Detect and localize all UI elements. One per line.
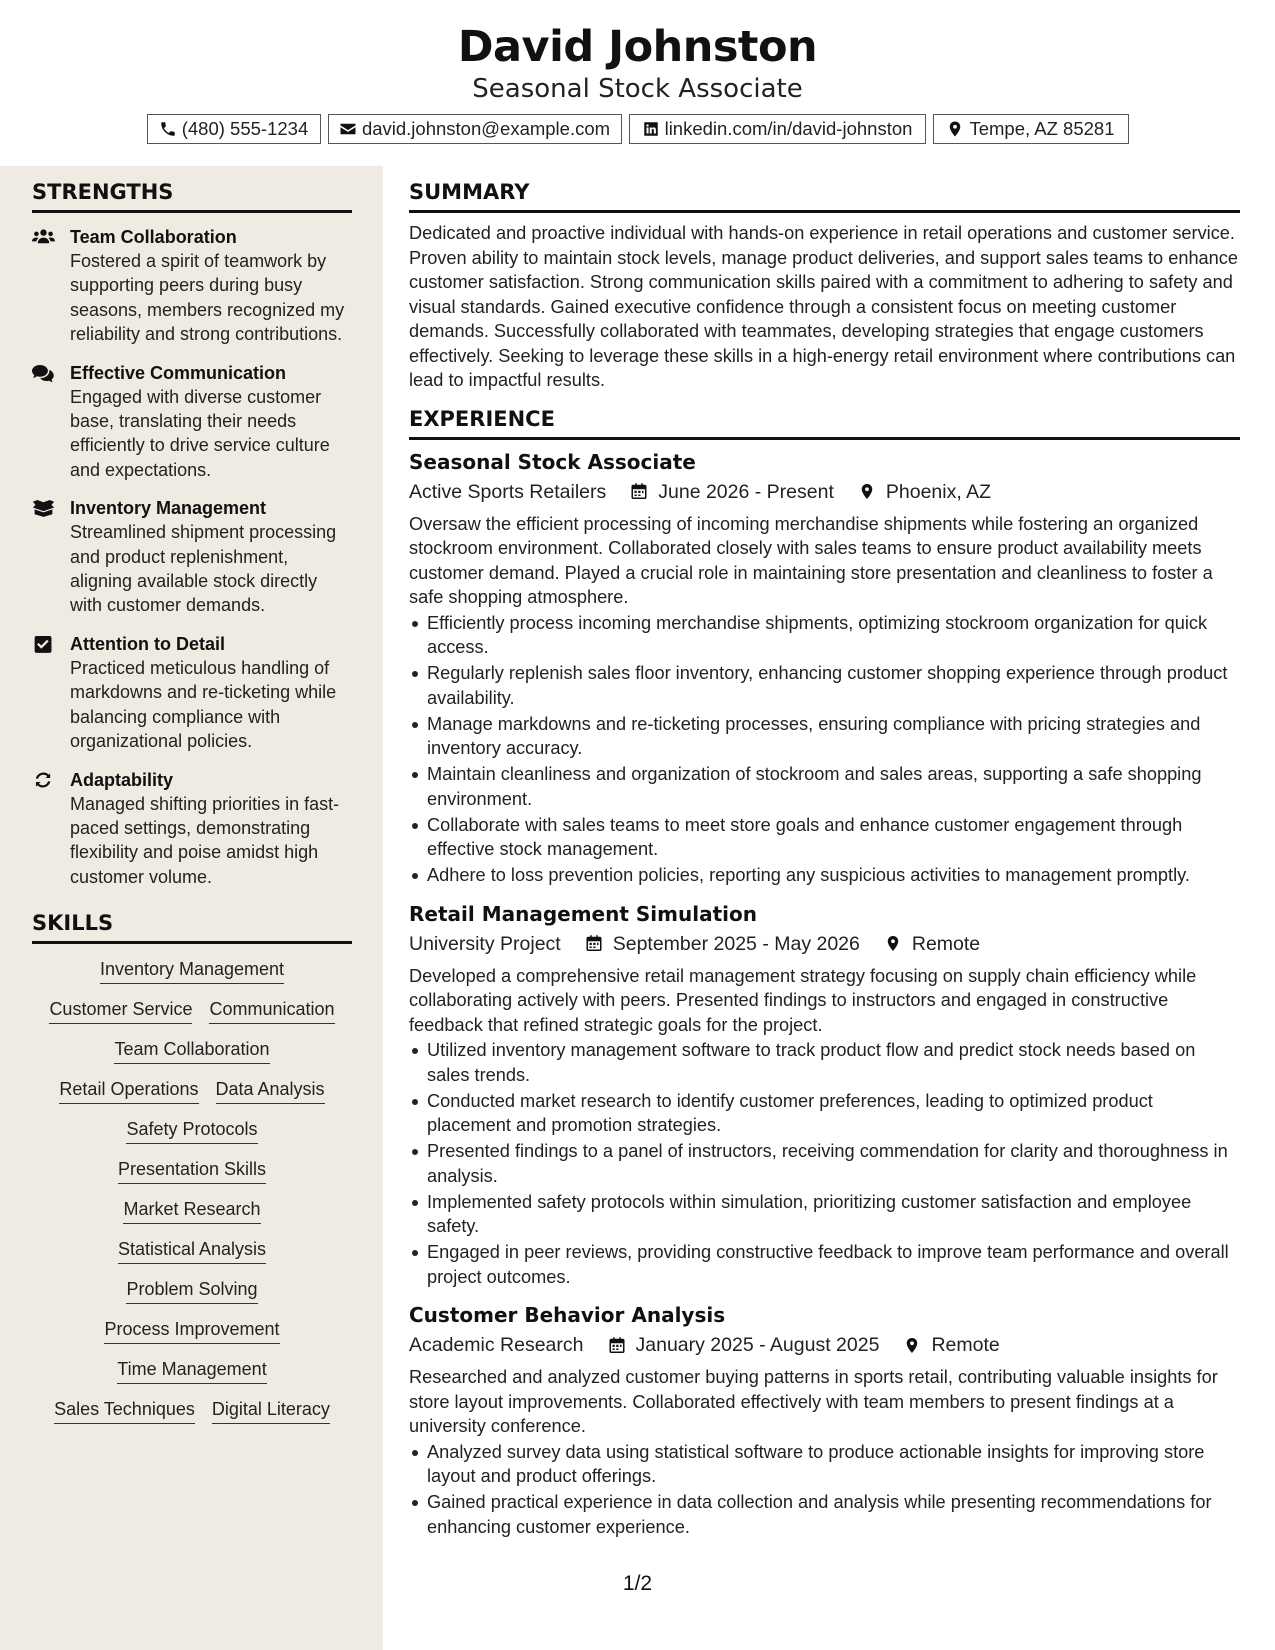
strength-title: Inventory Management (70, 498, 267, 519)
skill-tag: Process Improvement (104, 1318, 279, 1344)
strength-item (32, 768, 352, 890)
summary-heading: SUMMARY (409, 180, 1240, 213)
strength-item (32, 496, 352, 618)
linkedin-text: linkedin.com/in/david-johnston (664, 118, 913, 139)
experience-entry (409, 449, 1240, 888)
map-marker-icon (946, 120, 964, 138)
bullet-item: Utilized inventory management software to track product flow and predict stock needs based on sales trends. (409, 1038, 1240, 1087)
page-number: 1/2 (622, 1572, 653, 1595)
check-square-icon (32, 634, 55, 654)
bullet-item: Collaborate with sales teams to meet store goals and enhance customer engagement through effective stock management. (409, 813, 1240, 862)
sync-icon (32, 770, 55, 790)
strengths-heading: STRENGTHS (32, 180, 352, 213)
strength-title: Team Collaboration (70, 227, 237, 247)
skills-list (32, 958, 352, 1424)
skill-tag: Presentation Skills (118, 1158, 266, 1184)
job-organization: Active Sports Retailers (409, 480, 607, 503)
location-text: Tempe, AZ 85281 (969, 118, 1115, 139)
strength-description: Engaged with diverse customer base, translating their needs efficiently to drive service culture and expectations. (70, 386, 330, 480)
skill-tag: Statistical Analysis (118, 1238, 266, 1264)
left-column (32, 180, 352, 1424)
phone-icon (159, 120, 177, 138)
summary-text: Dedicated and proactive individual with hands-on experience in retail operations and customer service. Proven ability to maintain stock levels, manage product deliveries, and support sales teams to enhance customer satisfaction. Strong communication skills paired with a commitment to adhering to safety and visual standards. Gained executive confidence through a consistent focus on meeting customer demands. Successfully collaborated with teammates, developing strategies that engage customers effectively. Seeking to leverage these skills in a high-energy retail environment where contributions can lead to impactful results. (409, 223, 1238, 390)
skills-heading: SKILLS (32, 911, 352, 944)
job-bullets (409, 611, 1240, 888)
bullet-item: Analyzed survey data using statistical software to produce actionable insights for improving store layout and product offerings. (409, 1440, 1240, 1489)
calendar-icon (630, 482, 648, 501)
strength-description: Streamlined shipment processing and product replenishment, aligning available stock directly with customer demands. (70, 522, 337, 616)
candidate-name: David Johnston (457, 22, 818, 72)
map-marker-icon (858, 482, 876, 501)
bullet-item: Engaged in peer reviews, providing constructive feedback to improve team performance and overall project outcomes. (409, 1240, 1240, 1289)
calendar-icon (608, 1336, 626, 1355)
experience-entry (409, 901, 1240, 1290)
job-dates: September 2025 - May 2026 (612, 932, 860, 955)
contact-location[interactable] (933, 114, 1129, 144)
job-location: Phoenix, AZ (885, 480, 992, 503)
skill-tag: Sales Techniques (54, 1398, 195, 1424)
map-marker-icon (903, 1336, 921, 1355)
phone-text: (480) 555-1234 (181, 118, 309, 139)
contact-phone[interactable] (147, 114, 321, 144)
skill-tag: Problem Solving (126, 1278, 257, 1304)
strength-description: Fostered a spirit of teamwork by supporting peers during busy seasons, members recognized my reliability and strong contributions. (70, 251, 345, 345)
bullet-item: Adhere to loss prevention policies, reporting any suspicious activities to management promptly. (409, 863, 1240, 888)
experience-entry (409, 1302, 1240, 1539)
users-icon (32, 227, 55, 247)
job-description: Developed a comprehensive retail management strategy focusing on supply chain efficiency while collaborating actively with peers. Presented findings to instructors and engaged in constructive feedback that refined strategic goals for the project. (409, 965, 1197, 1035)
job-organization: University Project (409, 932, 561, 955)
job-description: Researched and analyzed customer buying patterns in sports retail, contributing valuable insights for store layout improvements. Collaborated effectively with team members to present findings at a university conference. (409, 1367, 1218, 1436)
bullet-item: Presented findings to a panel of instructors, receiving commendation for clarity and thoroughness in analysis. (409, 1139, 1240, 1188)
job-dates: June 2026 - Present (658, 480, 834, 503)
skill-tag: Inventory Management (100, 958, 284, 984)
strength-item (32, 225, 352, 347)
skill-tag: Market Research (123, 1198, 260, 1224)
strength-item (32, 632, 352, 754)
skill-tag: Data Analysis (216, 1078, 325, 1104)
bullet-item: Regularly replenish sales floor inventory, enhancing customer shopping experience through product availability. (409, 661, 1240, 710)
job-bullets (409, 1440, 1240, 1540)
bullet-item: Manage markdowns and re-ticketing processes, ensuring compliance with pricing strategies and inventory accuracy. (409, 712, 1240, 761)
email-text: david.johnston@example.com (361, 118, 611, 139)
contact-email[interactable] (328, 114, 622, 144)
boxes-icon (32, 498, 55, 518)
skill-tag: Digital Literacy (212, 1398, 330, 1424)
job-dates: January 2025 - August 2025 (635, 1334, 880, 1356)
right-column (409, 180, 1240, 1541)
skill-tag: Team Collaboration (114, 1038, 269, 1064)
envelope-icon (339, 120, 357, 138)
contact-linkedin[interactable] (629, 114, 926, 144)
bullet-item: Efficiently process incoming merchandise shipments, optimizing stockroom organization for quick access. (409, 611, 1240, 660)
job-title: Retail Management Simulation (409, 901, 757, 926)
linkedin-icon (642, 120, 660, 138)
skill-tag: Time Management (117, 1358, 266, 1384)
bullet-item: Implemented safety protocols within simulation, prioritizing customer satisfaction and employee safety. (409, 1190, 1240, 1239)
comments-icon (32, 363, 55, 383)
job-organization: Academic Research (409, 1334, 584, 1356)
strength-title: Adaptability (70, 769, 174, 790)
bullet-item: Conducted market research to identify customer preferences, leading to optimized product placement and promotion strategies. (409, 1089, 1240, 1138)
strength-title: Attention to Detail (70, 633, 225, 654)
strength-item (32, 361, 352, 483)
bullet-item: Maintain cleanliness and organization of stockroom and sales areas, supporting a safe shopping environment. (409, 762, 1240, 811)
experience-heading: EXPERIENCE (409, 407, 1240, 440)
strength-description: Practiced meticulous handling of markdowns and re-ticketing while balancing compliance with organizational policies. (70, 657, 337, 752)
job-location: Remote (931, 1334, 1000, 1356)
candidate-title: Seasonal Stock Associate (472, 74, 803, 104)
job-bullets (409, 1038, 1240, 1289)
strength-description: Managed shifting priorities in fast-paced settings, demonstrating flexibility and poise amidst high customer volume. (70, 793, 340, 887)
job-meta (409, 479, 1240, 505)
contact-bar (0, 114, 1275, 144)
map-marker-icon (884, 934, 902, 953)
skill-tag: Customer Service (49, 998, 192, 1024)
skill-tag: Safety Protocols (126, 1118, 257, 1144)
job-title: Customer Behavior Analysis (409, 1303, 726, 1327)
job-description: Oversaw the efficient processing of incoming merchandise shipments while fostering an organized stockroom environment. Collaborated closely with sales teams to ensure product availability meets customer demand. Played a crucial role in maintaining store presentation and cleanliness to foster a safe shopping atmosphere. (409, 513, 1213, 607)
skill-tag: Retail Operations (59, 1078, 198, 1104)
strengths-list (32, 225, 352, 889)
job-title: Seasonal Stock Associate (409, 449, 696, 474)
bullet-item: Gained practical experience in data collection and analysis while presenting recommendations for enhancing customer experience. (409, 1490, 1240, 1539)
job-meta (409, 1332, 1240, 1358)
calendar-icon (585, 934, 603, 953)
job-meta (409, 931, 1240, 957)
job-location: Remote (911, 932, 981, 955)
strength-title: Effective Communication (70, 362, 287, 383)
skill-tag: Communication (209, 998, 334, 1024)
